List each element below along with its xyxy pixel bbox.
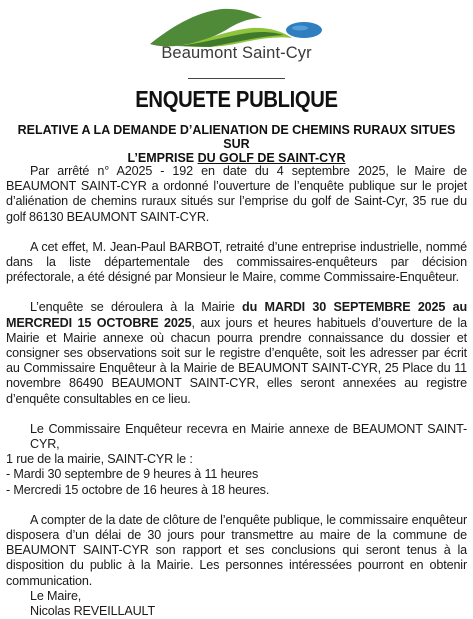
deroulement-details: , aux jours et heures habituels d’ouverture de la Mairie et Mairie annexe où chacun pourra prendre connaissance du dossier et consigner ses observations soit sur le registre d’enquête, soit les adresser par écrit au Commissaire Enquêteur à la Mairie de BEAUMONT SAINT-CYR, 25 Place du 11 novembre 86490 BEAUMONT SAINT-CYR, elles seront annexées au registre d’enquête consultables en ce lieu. [6, 315, 467, 406]
signature-role: Le Maire, [30, 588, 82, 603]
subtitle-line-2-prefix: L’EMPRISE [127, 151, 198, 165]
notice-title: ENQUETE PUBLIQUE [135, 86, 338, 112]
paragraph-commissaire: A cet effet, M. Jean-Paul BARBOT, retraité d’une entreprise industrielle, nommé dans la liste départementale des commissaires-enquêteurs par décision préfectorale, a été désigné par Monsieur le Maire, comme Commissaire-Enquêteur. [6, 239, 467, 285]
signature-block [6, 589, 467, 619]
enquete-dates: du MARDI 30 SEPTEMBRE 2025 au MERCREDI 15 OCTOBRE 2025 [6, 300, 467, 330]
subtitle-line-1: RELATIVE A LA DEMANDE D’ALIENATION DE CHEMINS RURAUX SITUES SUR [17, 123, 456, 151]
notice-subtitle [6, 123, 467, 165]
paragraph-cloture: A compter de la date de clôture de l’enquête publique, le commissaire enquêteur disposera d’un délai de 30 jours pour transmettre au maire de la commune de BEAUMONT SAINT-CYR son rapport et ses conclusions qui seront tenus à la disposition du public à la Mairie. Les personnes intéressées pourront en obtenir communication. [6, 512, 467, 588]
paragraph-permanences [6, 422, 467, 498]
logo-divider [188, 78, 285, 79]
subtitle-line-2 [6, 151, 467, 165]
logo-pond-highlight [292, 26, 308, 31]
permanences-intro: Le Commissaire Enquêteur recevra en Mairie annexe de BEAUMONT SAINT-CYR, [30, 421, 467, 452]
brand-name: Beaumont Saint-Cyr [161, 44, 312, 62]
permanences-address: 1 rue de la mairie, SAINT-CYR le : [6, 452, 193, 467]
subtitle-golf-name: DU GOLF DE SAINT-CYR [197, 151, 346, 165]
deroulement-intro: L’enquête se déroulera à la Mairie [30, 300, 243, 315]
paragraph-deroulement [6, 300, 467, 406]
notice-body [6, 164, 467, 619]
permanence-item-2: - Mercredi 15 octobre de 16 heures à 18 heures. [6, 482, 270, 497]
signature-name: Nicolas REVEILLAULT [30, 604, 155, 619]
paragraph-arrete: Par arrêté n° A2025 - 192 en date du 4 septembre 2025, le Maire de BEAUMONT SAINT-CYR a ordonné l’ouverture de l’enquête publique sur le projet d’aliénation de chemins ruraux situés sur l’emprise du golf de Saint-Cyr, 35 rue du golf 86130 BEAUMONT SAINT-CYR. [6, 164, 467, 224]
permanence-item-1: - Mardi 30 septembre de 9 heures à 11 heures [6, 467, 259, 482]
